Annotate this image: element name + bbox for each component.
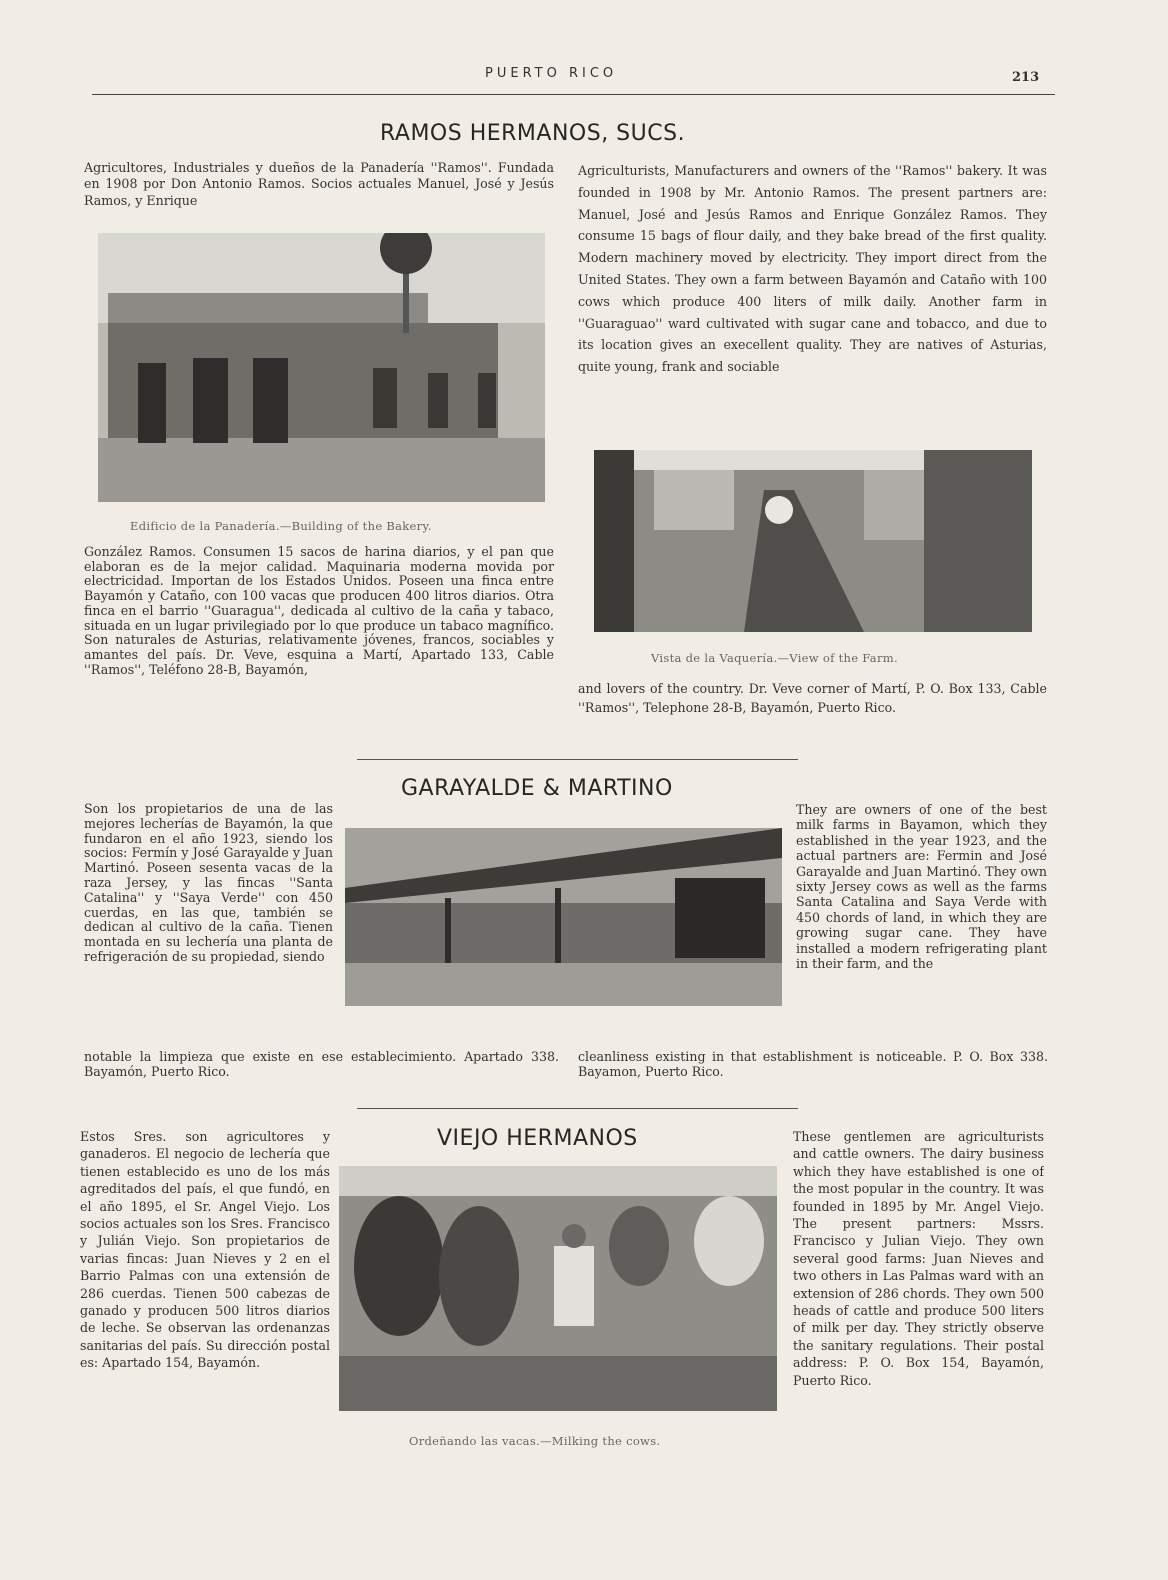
viejo-title: VIEJO HERMANOS xyxy=(437,1126,638,1151)
garayalde-title: GARAYALDE & MARTINO xyxy=(401,776,673,801)
separator-rule-2 xyxy=(357,1108,798,1109)
ramos-en-intro: Agriculturists, Manufacturers and owners of the ''Ramos'' bakery. It was founded in 1908 by Mr. Antonio Ramos. The present partners are: Manuel, José and Jesús Ramos and Enrique González Ramos. They consume 15 bags of flour daily, and they bake bread of the first quality. Modern machinery moved by electricity. They import direct from the United States. They own a farm between Bayamón and Cataño with 100 cows which produce 400 liters of milk daily. Another farm in ''Guaraguao'' ward cultivated with sugar cane and tobacco, and due to its location gives an execellent quality. They are natives of Asturias, quite young, frank and sociable xyxy=(578,163,1047,375)
ramos-en-body: and lovers of the country. Dr. Veve corner of Martí, P. O. Box 133, Cable ''Ramos'', Telephone 28-B, Bayamón, Puerto Rico. xyxy=(578,681,1047,715)
garayalde-en-text: They are owners of one of the best milk farms in Bayamon, which they established in the year 1923, and the actual partners are: Fermin and José Garayalde and Juan Martinó. They own sixty Jersey cows as well as the farms Santa Catalina and Saya Verde with 450 chords of land, in which they are growing sugar cane. They have installed a modern refrigerating plant in their farm, and the xyxy=(796,802,1047,972)
garayalde-en-tail: cleanliness existing in that establishment is noticeable. P. O. Box 338. Bayamon, Puerto Rico. xyxy=(578,1049,1048,1079)
bakery-caption: Edificio de la Panadería.—Building of the Bakery. xyxy=(130,519,432,533)
garayalde-es-tail: notable la limpieza que existe en ese establecimiento. Apartado 338. Bayamón, Puerto Rico. xyxy=(84,1049,559,1079)
farm-caption: Vista de la Vaquería.—View of the Farm. xyxy=(651,651,898,665)
viejo-en-text: These gentlemen are agriculturists and cattle owners. The dairy business which they have established is one of the most popular in the country. It was founded in 1895 by Mr. Angel Viejo. The present partners: Mssrs. Francisco y Julian Viejo. They own several good farms: Juan Nieves and two others in Las Palmas ward with an extension of 286 chords. They own 500 heads of cattle and produce 500 liters of milk per day. They strictly observe the sanitary regulations. Their postal address: P. O. Box 154, Bayamón, Puerto Rico. xyxy=(793,1129,1044,1388)
farm-photo xyxy=(594,450,1032,632)
running-title: PUERTO RICO xyxy=(485,66,618,81)
bakery-photo xyxy=(98,233,545,502)
milking-caption: Ordeñando las vacas.—Milking the cows. xyxy=(409,1434,661,1448)
dairy-shed-photo xyxy=(345,828,782,1006)
page-number: 213 xyxy=(1012,70,1040,85)
garayalde-es-text: Son los propietarios de una de las mejores lecherías de Bayamón, la que fundaron en el año 1923, siendo los socios: Fermín y José Garayalde y Juan Martinó. Poseen sesenta vacas de la raza Jersey, y las fincas ''Santa Catalina'' y ''Saya Verde'' con 450 cuerdas, en las que, también se dedican al cultivo de la caña. Tienen montada en su lechería una planta de refrigeración de su propiedad, siendo xyxy=(84,802,333,964)
ramos-es-body: González Ramos. Consumen 15 sacos de harina diarios, y el pan que elaboran es de la mejor calidad. Maquinaria moderna movida por electricidad. Importan de los Estados Unidos. Poseen una finca entre Bayamón y Cataño, con 100 vacas que producen 400 litros diarios. Otra finca en el barrio ''Guaragua'', dedicada al cultivo de la caña y tabaco, situada en un lugar privilegiado por lo que produce un tabaco magnífico. Son naturales de Asturias, relativamente jóvenes, francos, sociables y amantes del país. Dr. Veve, esquina a Martí, Apartado 133, Cable ''Ramos'', Teléfono 28-B, Bayamón, xyxy=(84,545,554,677)
header-rule xyxy=(92,94,1055,95)
milking-photo xyxy=(339,1166,777,1411)
ramos-es-intro: Agricultores, Industriales y dueños de la Panadería ''Ramos''. Fundada en 1908 por Don Antonio Ramos. Socios actuales Manuel, José y Jesús Ramos, y Enrique xyxy=(84,160,554,208)
separator-rule-1 xyxy=(357,759,798,760)
viejo-es-text: Estos Sres. son agricultores y ganaderos. El negocio de lechería que tienen establecido es uno de los más agreditados del país, el que fundó, en el año 1895, el Sr. Angel Viejo. Los socios actuales son los Sres. Francisco y Julián Viejo. Son propietarios de varias fincas: Juan Nieves y 2 en el Barrio Palmas con una extensión de 286 cuerdas. Tienen 500 cabezas de ganado y producen 500 litros diarios de leche. Se observan las ordenanzas sanitarias del país. Su dirección postal es: Apartado 154, Bayamón. xyxy=(80,1129,330,1371)
ramos-title: RAMOS HERMANOS, SUCS. xyxy=(380,121,686,146)
